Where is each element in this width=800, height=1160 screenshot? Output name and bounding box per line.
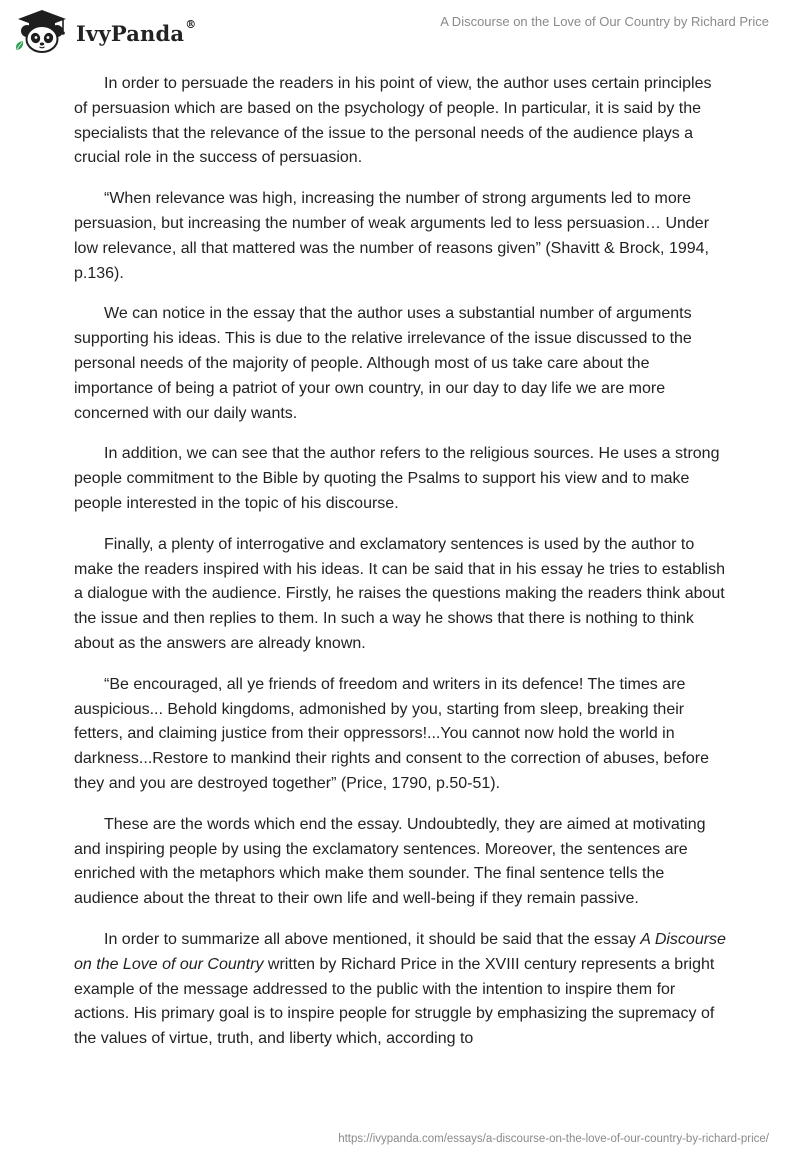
page-header bbox=[0, 0, 800, 60]
essay-body bbox=[74, 72, 729, 1068]
paragraph-6-quote: “Be encouraged, all ye friends of freedom and writers in its defence! The times are auspicious... Behold kingdoms, admonished by you, starting from sleep, breaking their fetters, and claiming justice from their oppressors!...You cannot now hold the world in darkness...Restore to mankind their rights and consent to the correction of abuses, before they and you are destroyed together” (Price, 1790, p.50-51). bbox=[74, 675, 710, 792]
logo-text: IvyPanda bbox=[76, 20, 185, 46]
paragraph-3: We can notice in the essay that the author uses a substantial number of arguments supporting his ideas. This is due to the relative irrelevance of the issue discussed to the personal needs of the majority of people. Although most of us take care about the importance of being a patriot of your own country, in our day to day life we are more concerned with our daily wants. bbox=[74, 305, 692, 422]
paragraph-8-start: In order to summarize all above mentioned, it should be said that the essay bbox=[104, 930, 641, 948]
paragraph-8 bbox=[74, 928, 729, 1052]
registered-mark: ® bbox=[185, 17, 197, 31]
source-url[interactable]: https://ivypanda.com/essays/a-discourse-on-the-love-of-our-country-by-richard-price/ bbox=[338, 1133, 769, 1145]
essay-title-italic: A Discourse on the Love of our Country bbox=[74, 930, 726, 973]
paragraph-1: In order to persuade the readers in his point of view, the author uses certain principles of persuasion which are based on the psychology of people. In particular, it is said by the specialists that the relevance of the issue to the personal needs of the audience plays a crucial role in the success of persuasion. bbox=[74, 75, 712, 167]
paragraph-8-end: written by Richard Price in the XVIII century represents a bright example of the message addressed to the public with the intention to inspire them for actions. His primary goal is to inspire people for struggle by emphasizing the supremacy of the values of virtue, truth, and liberty which, according to bbox=[74, 955, 715, 1048]
paragraph-7: These are the words which end the essay. Undoubtedly, they are aimed at motivating and inspiring people by using the exclamatory sentences. Moreover, the sentences are enriched with the metaphors which make them sounder. The final sentence tells the audience about the threat to their own life and well-being if they remain passive. bbox=[74, 815, 706, 908]
document-title: A Discourse on the Love of Our Country by Richard Price bbox=[440, 14, 769, 29]
paragraph-2-quote: “When relevance was high, increasing the number of strong arguments led to more persuasion, but increasing the number of weak arguments led to less persuasion… Under low relevance, all that mattered was the number of reasons given” (Shavitt & Brock, 1994, p.136). bbox=[74, 190, 710, 282]
ivypanda-logo[interactable] bbox=[14, 8, 196, 54]
logo-wordmark bbox=[76, 17, 197, 46]
panda-graduation-cap-icon bbox=[14, 8, 70, 54]
paragraph-4: In addition, we can see that the author refers to the religious sources. He uses a strong people commitment to the Bible by quoting the Psalms to support his view and to make people interested in the topic of his discourse. bbox=[74, 445, 720, 512]
paragraph-5: Finally, a plenty of interrogative and exclamatory sentences is used by the author to make the readers inspired with his ideas. It can be said that in his essay he tries to establish a dialogue with the audience. Firstly, he raises the questions making the readers think about the issue and then replies to them. In such a way he shows that there is nothing to think about as the answers are already known. bbox=[74, 535, 726, 652]
